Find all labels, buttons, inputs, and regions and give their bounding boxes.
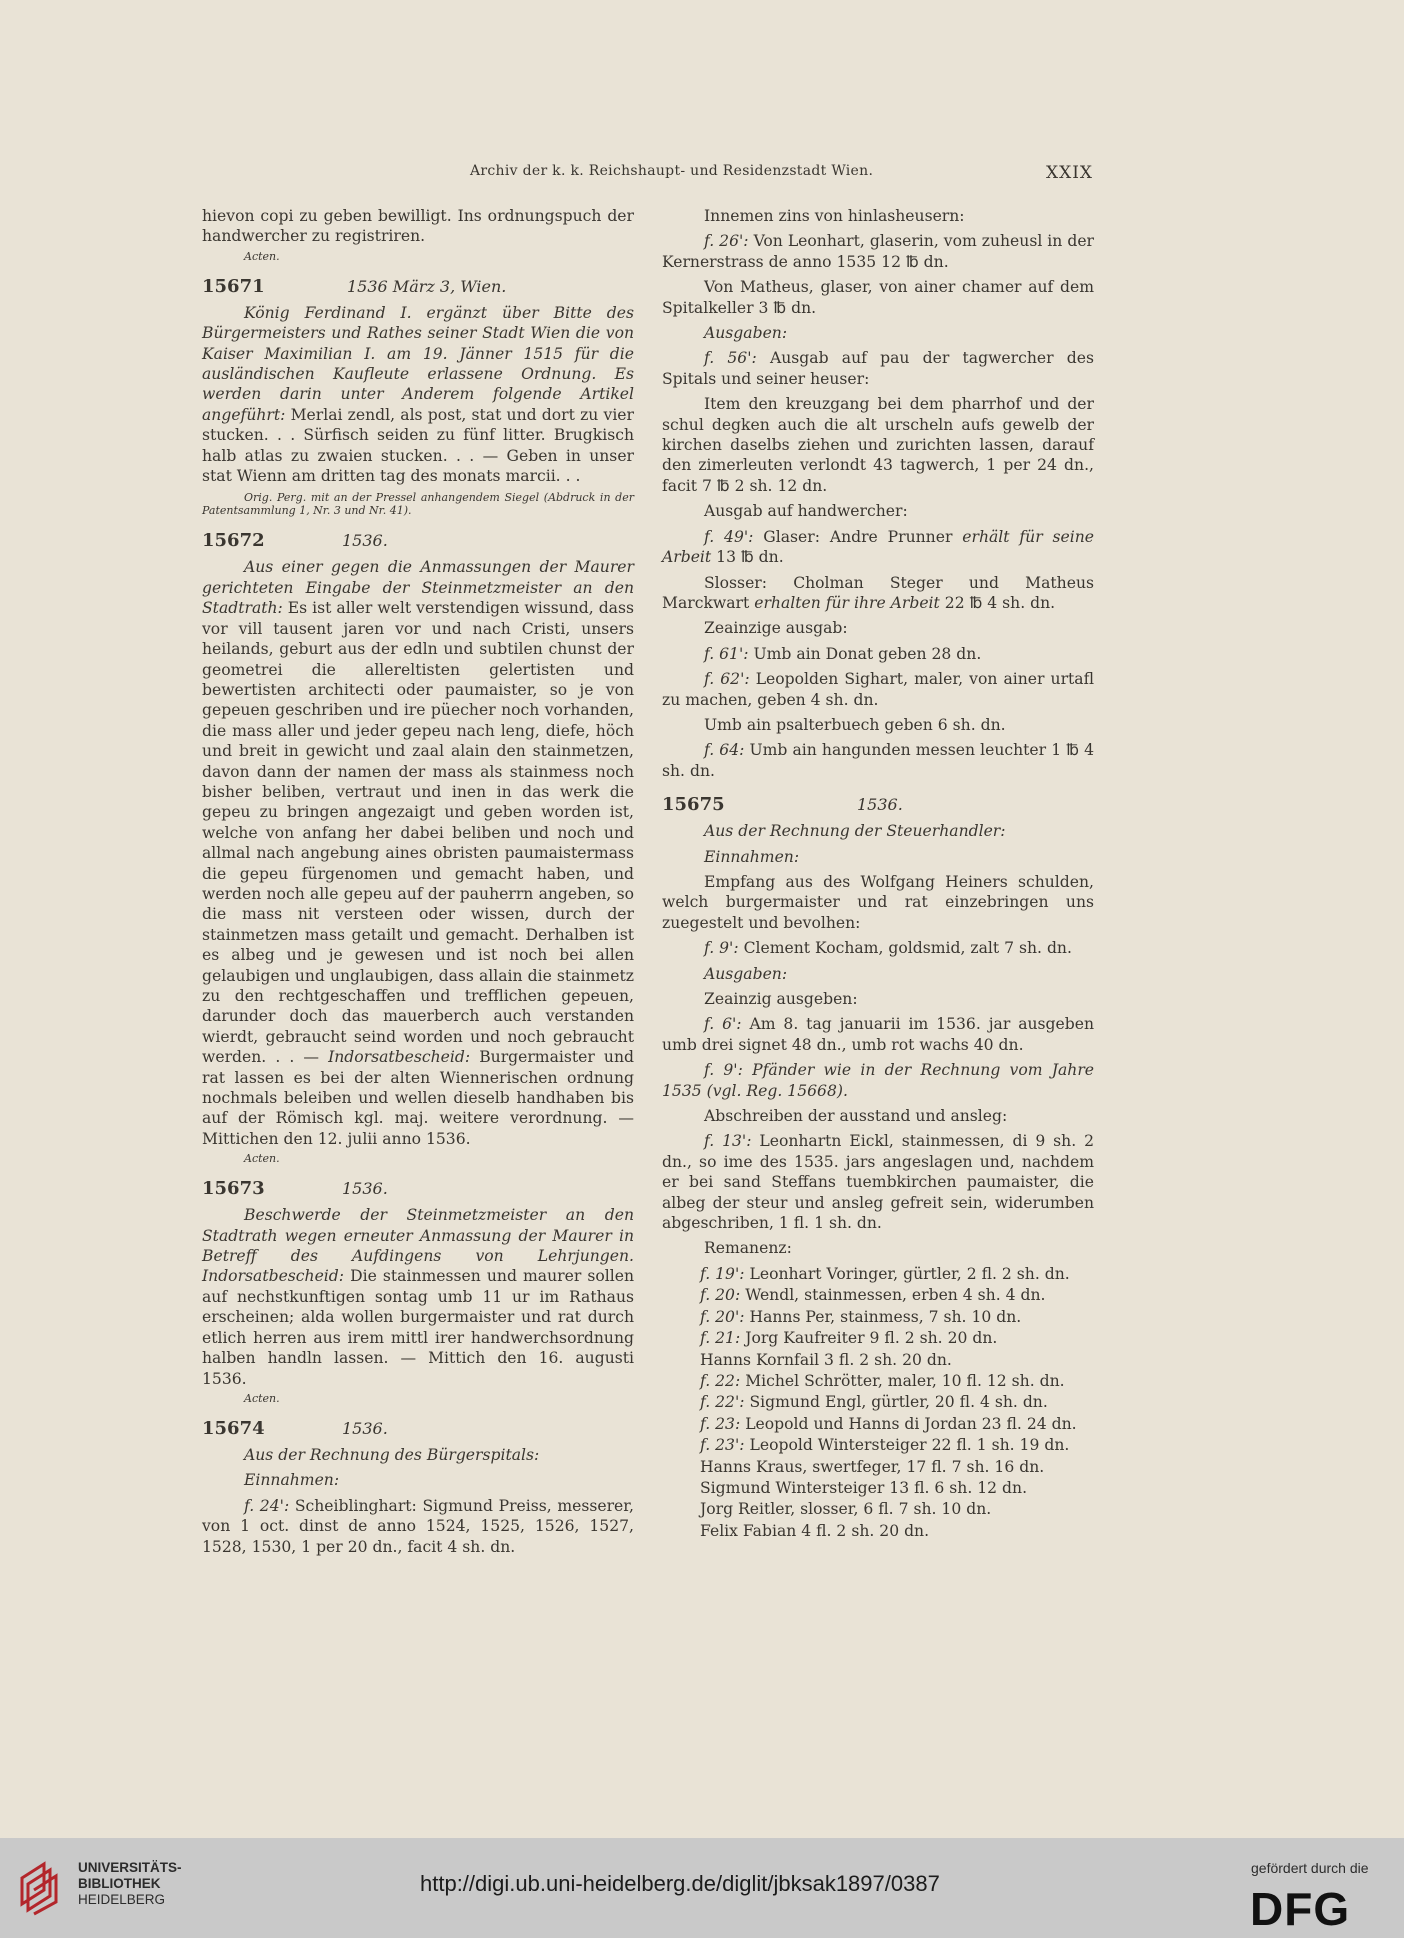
entry-head-15671 bbox=[202, 277, 634, 299]
paragraph-text: 22 ℔ 4 sh. dn. bbox=[944, 593, 1056, 612]
paragraph bbox=[662, 1131, 1094, 1233]
remanenz-item bbox=[662, 1371, 1094, 1391]
entry-head-15672 bbox=[202, 531, 634, 553]
entry-number: 15671 bbox=[202, 275, 265, 297]
paragraph: Zeainzig ausgeben: bbox=[704, 990, 858, 1008]
folio-ref: f. 21: bbox=[700, 1329, 746, 1348]
remanenz-item bbox=[662, 1285, 1094, 1305]
editorial-text: erhalten für ihre Arbeit bbox=[754, 593, 940, 612]
paragraph: Item den kreuzgang bei dem pharrhof und der schul degken auch die alt urscheln aufs gewelb der kirchen daselbs ziehen und zurichten lassen, darauf den zimerleuten verlondt 43 tagwerch, 1 per 24 dn., facit 7 ℔ 2 sh. 12 dn. bbox=[662, 395, 1094, 495]
remanenz-item bbox=[662, 1499, 1094, 1519]
remanenz-text: Wendl, stainmessen, erben 4 sh. 4 dn. bbox=[745, 1286, 1046, 1305]
entry-body: Merlai zendl, als post, stat und dort zu vier stucken. . . Sürfisch seiden zu fünf litter. Brugkisch halb atlas zu zwaien stucken. . . — Geben in unser stat Wienn am dritten tag des monats marcii. . . bbox=[202, 405, 634, 486]
entry-source: Orig. Perg. mit an der Pressel anhangendem Siegel (Abdruck in der Patentsammlung 1, Nr. 3 und Nr. 41). bbox=[202, 491, 634, 518]
remanenz-item bbox=[662, 1350, 1094, 1370]
folio-ref: f. 9': bbox=[704, 1061, 743, 1080]
remanenz-list bbox=[662, 1264, 1094, 1541]
entry-date: 1536. bbox=[342, 1179, 388, 1199]
folio-ref: f. 64: bbox=[704, 741, 745, 760]
remanenz-item bbox=[662, 1307, 1094, 1327]
paragraph: Innemen zins von hinlasheusern: bbox=[704, 207, 965, 225]
folio-ref: f. 20': bbox=[700, 1307, 750, 1326]
folio-ref: f. 23: bbox=[700, 1414, 746, 1433]
folio-ref: f. 20: bbox=[700, 1286, 746, 1305]
entry-number: 15674 bbox=[202, 1417, 265, 1439]
entry-body: Es ist aller welt verstendigen wissund, dass vor vill tausent jaren vor und nach Cristi, unsers heilands, geburt aus der edln und subtilen chunst der geometrei die allereltisten gelertisten und bewertisten architecti oder paumaister, so je von gepeuen geschriben und ire püecher noch vorhanden, die mass aller und jeder gepeu nach leng, diefe, höch und breit in gewicht und zaal alain den stainmetzen, davon dann der namen der mass als stainmess noch bisher beliben, vertraut und inen in das werk die gepeu zu bringen angezaigt und geben worden ist, welche von anfang her dabei beliben und noch und allmal nach angebung aines obristen paumaistermass die gepeu fürgenomen und gemacht haben, und werden noch alle gepeu auf der pauherrn angeben, so die mass nit versteen oder wissen, durch der stainmetzen mass getailt und gemacht. Derhalben ist es albeg und je gewesen und ist noch bei allen gelaubigen und unglaubigen, dass allain die stainmetz zu den rechtgeschaffen und trefflichen gepeuen, darunder doch das mauerberch auch verstanden wierdt, gebraucht seind worden und noch gebraucht werden. . . — bbox=[202, 599, 634, 1067]
left-column bbox=[202, 206, 634, 1562]
remanenz-item bbox=[662, 1264, 1094, 1284]
paragraph bbox=[662, 348, 1094, 389]
remanenz-item bbox=[662, 1457, 1094, 1477]
entry-number: 15673 bbox=[202, 1178, 265, 1200]
dfg-logo: DFG bbox=[1250, 1883, 1351, 1935]
folio-ref: f. 49': bbox=[704, 527, 754, 546]
paragraph bbox=[662, 938, 1094, 958]
right-column bbox=[662, 206, 1094, 1542]
paragraph-text: Glaser: Andre Prunner bbox=[763, 527, 953, 546]
entry-summary: Aus der Rechnung der Steuerhandler: bbox=[704, 822, 1006, 841]
paragraph bbox=[662, 740, 1094, 781]
paragraph: Empfang aus des Wolfgang Heiners schulden, welch burgermaister und rat einzebringen uns zuegestelt und bevolhen: bbox=[662, 872, 1094, 932]
paragraph-text: 13 ℔ dn. bbox=[716, 548, 784, 567]
remanenz-text: Jorg Kaufreiter 9 fl. 2 sh. 20 dn. bbox=[745, 1329, 998, 1348]
intro-source: Acten. bbox=[244, 249, 280, 263]
folio-ref: f. 56': bbox=[704, 349, 757, 368]
remanenz-text: Michel Schrötter, maler, 10 fl. 12 sh. dn. bbox=[745, 1371, 1065, 1390]
remanenz-text: Hanns Per, stainmess, 7 sh. 10 dn. bbox=[749, 1307, 1022, 1326]
remanenz-text: Sigmund Engl, gürtler, 20 fl. 4 sh. dn. bbox=[749, 1393, 1048, 1412]
einnahmen-heading: Einnahmen: bbox=[244, 1471, 340, 1490]
folio-ref: f. 22': bbox=[700, 1393, 750, 1412]
entry-source: Acten. bbox=[244, 1391, 280, 1405]
folio-ref: f. 62': bbox=[704, 670, 750, 689]
paragraph-text: Am 8. tag januarii im 1536. jar ausgeben umb drei signet 48 dn., umb rot wachs 40 dn. bbox=[662, 1015, 1094, 1054]
entry-15672-text bbox=[202, 557, 634, 1149]
paragraph bbox=[662, 669, 1094, 710]
paragraph bbox=[662, 527, 1094, 568]
library-line: HEIDELBERG bbox=[78, 1892, 166, 1907]
remanenz-item bbox=[662, 1414, 1094, 1434]
folio-ref: f. 23': bbox=[700, 1436, 750, 1455]
intro-paragraph: hievon copi zu geben bewilligt. Ins ordnungspuch der handwercher zu registriren. bbox=[202, 207, 634, 246]
remanenz-text: Hanns Kraus, swertfeger, 17 fl. 7 sh. 16 dn. bbox=[700, 1457, 1045, 1476]
paragraph: Abschreiben der ausstand und ansleg: bbox=[704, 1107, 1008, 1126]
entry-15671-text bbox=[202, 303, 634, 487]
remanenz-text: Leonhart Voringer, gürtler, 2 fl. 2 sh. dn. bbox=[749, 1264, 1070, 1283]
paragraph-text: Ausgab auf pau der tagwercher des Spitals und seiner heuser: bbox=[662, 349, 1094, 388]
entry-summary: Aus einer gegen die Anmassungen der Maurer gerichteten Eingabe der Steinmetzmeister an den Stadtrath: bbox=[202, 558, 634, 618]
remanenz-heading: Remanenz: bbox=[704, 1239, 792, 1258]
paragraph bbox=[662, 573, 1094, 614]
entry-date: 1536. bbox=[857, 795, 903, 815]
ausgaben-heading: Ausgaben: bbox=[704, 964, 788, 983]
university-library-logo-icon bbox=[16, 1856, 62, 1916]
paragraph: Ausgab auf handwercher: bbox=[704, 502, 908, 521]
entry-head-15674 bbox=[202, 1419, 634, 1441]
folio-ref: f. 22: bbox=[700, 1371, 746, 1390]
entry-date: 1536. bbox=[342, 1418, 388, 1438]
paragraph-text: Slosser: Cholman Steger und Matheus Marckwart bbox=[662, 573, 1094, 612]
entry-summary: Beschwerde der Steinmetzmeister an den Stadtrath wegen erneuter Anmassung der Maurer in Betreff des Aufdingens von Lehrjungen. Indorsatbescheid: bbox=[202, 1206, 634, 1286]
editorial-text: Pfänder wie in der Rechnung vom Jahre 1535 (vgl. Reg. 15668). bbox=[662, 1061, 1094, 1100]
library-name bbox=[78, 1860, 182, 1908]
entry-source: Acten. bbox=[244, 1152, 280, 1166]
entry-15674-text bbox=[202, 1496, 634, 1557]
remanenz-item bbox=[662, 1478, 1094, 1498]
funding-credit: gefördert durch die bbox=[1251, 1860, 1369, 1876]
folio-ref: f. 9': bbox=[704, 939, 739, 958]
entry-number: 15675 bbox=[662, 794, 725, 816]
paragraph bbox=[662, 231, 1094, 272]
entry-date: 1536 März 3, Wien. bbox=[347, 276, 507, 296]
remanenz-item bbox=[662, 1392, 1094, 1412]
running-head-title: Archiv der k. k. Reichshaupt- und Residenzstadt Wien. bbox=[470, 163, 874, 179]
entry-15673-text bbox=[202, 1205, 634, 1389]
entry-head-15673 bbox=[202, 1179, 634, 1201]
paragraph: Von Matheus, glaser, von ainer chamer auf dem Spitalkeller 3 ℔ dn. bbox=[662, 278, 1094, 317]
paragraph: Umb ain psalterbuech geben 6 sh. dn. bbox=[704, 715, 1006, 734]
folio-ref: f. 26': bbox=[704, 232, 749, 251]
entry-head-15675 bbox=[662, 795, 1094, 817]
paragraph-text: Leonhartn Eickl, stainmessen, di 9 sh. 2 dn., so ime des 1535. jars angeslagen und, nachdem er bei sand Steffans tuembkirchen paumaister, die albeg der steur und ansleg gefreit sein, widerumben abgeschriben, 1 fl. 1 sh. dn. bbox=[662, 1132, 1094, 1233]
paragraph bbox=[662, 1060, 1094, 1101]
remanenz-text: Sigmund Wintersteiger 13 fl. 6 sh. 12 dn. bbox=[700, 1478, 1028, 1497]
folio-ref: f. 24': bbox=[244, 1496, 290, 1515]
remanenz-item bbox=[662, 1328, 1094, 1348]
entry-date: 1536. bbox=[342, 531, 388, 551]
library-line: BIBLIOTHEK bbox=[78, 1876, 161, 1891]
paragraph-text: Umb ain Donat geben 28 dn. bbox=[753, 644, 982, 663]
folio-ref: f. 61': bbox=[704, 644, 749, 663]
footer-bar bbox=[0, 1838, 1404, 1938]
remanenz-text: Hanns Kornfail 3 fl. 2 sh. 20 dn. bbox=[700, 1350, 952, 1369]
folio-ref: f. 6': bbox=[704, 1015, 742, 1034]
paragraph-text: Clement Kocham, goldsmid, zalt 7 sh. dn. bbox=[743, 939, 1072, 958]
paragraph-text: Von Leonhart, glaserin, vom zuheusl in der Kernerstrass de anno 1535 12 ℔ dn. bbox=[662, 232, 1094, 271]
remanenz-text: Leopold Wintersteiger 22 fl. 1 sh. 19 dn. bbox=[749, 1436, 1070, 1455]
entry-summary: Aus der Rechnung des Bürgerspitals: bbox=[244, 1445, 540, 1464]
remanenz-item bbox=[662, 1435, 1094, 1455]
indorsat-text: Burgermaister und rat lassen es bei der alten Wiennerischen ordnung nochmals beleiben und wellen dieselb handhaben bis auf der Römisch kgl. maj. weitere verordnung. — Mittichen den 12. julii anno 1536. bbox=[202, 1048, 634, 1148]
entry-number: 15672 bbox=[202, 530, 265, 552]
indorsat-label: Indorsatbescheid: bbox=[328, 1048, 471, 1067]
editorial-text: erhält für seine Arbeit bbox=[662, 527, 1095, 567]
remanenz-text: Jorg Reitler, slosser, 6 fl. 7 sh. 10 dn. bbox=[700, 1500, 992, 1519]
paragraph-text: Leopolden Sighart, maler, von ainer urtafl zu machen, geben 4 sh. dn. bbox=[662, 670, 1094, 709]
entry-body: Die stainmessen und maurer sollen auf nechstkunftigen sontag umb 11 ur im Rathaus erscheinen; alda wollen burgermaister und rat durch etlich herren aus irem mittl irer handwerchsordnung halben handln lassen. — Mittich den 16. augusti 1536. bbox=[202, 1267, 634, 1388]
library-line: UNIVERSITÄTS- bbox=[78, 1860, 182, 1875]
remanenz-item bbox=[662, 1521, 1094, 1541]
einnahmen-heading: Einnahmen: bbox=[704, 847, 800, 866]
paragraph bbox=[662, 644, 1094, 664]
folio-ref: f. 13': bbox=[704, 1132, 752, 1151]
paragraph: Zeainzige ausgab: bbox=[704, 619, 848, 638]
document-url-link[interactable]: http://digi.ub.uni-heidelberg.de/diglit/jbksak1897/0387 bbox=[420, 1871, 940, 1896]
entry-body: Scheiblinghart: Sigmund Preiss, messerer, von 1 oct. dinst de anno 1524, 1525, 1526, 1527, 1528, 1530, 1 per 20 dn., facit 4 sh. dn. bbox=[202, 1496, 634, 1556]
remanenz-text: Leopold und Hanns di Jordan 23 fl. 24 dn. bbox=[745, 1414, 1077, 1433]
folio-ref: f. 19': bbox=[700, 1264, 750, 1283]
page-number: XXIX bbox=[1046, 163, 1094, 183]
paragraph-text: Umb ain hangunden messen leuchter 1 ℔ 4 sh. dn. bbox=[662, 741, 1094, 780]
ausgaben-heading: Ausgaben: bbox=[704, 324, 788, 343]
remanenz-text: Felix Fabian 4 fl. 2 sh. 20 dn. bbox=[700, 1521, 930, 1540]
paragraph bbox=[662, 1014, 1094, 1055]
entry-summary: König Ferdinand I. ergänzt über Bitte des Bürgermeisters und Rathes seiner Stadt Wien die von Kaiser Maximilian I. am 19. Jänner 1515 für die ausländischen Kaufleute erlassene Ordnung. Es werden darin unter Anderem folgende Artikel angeführt: bbox=[202, 303, 634, 424]
